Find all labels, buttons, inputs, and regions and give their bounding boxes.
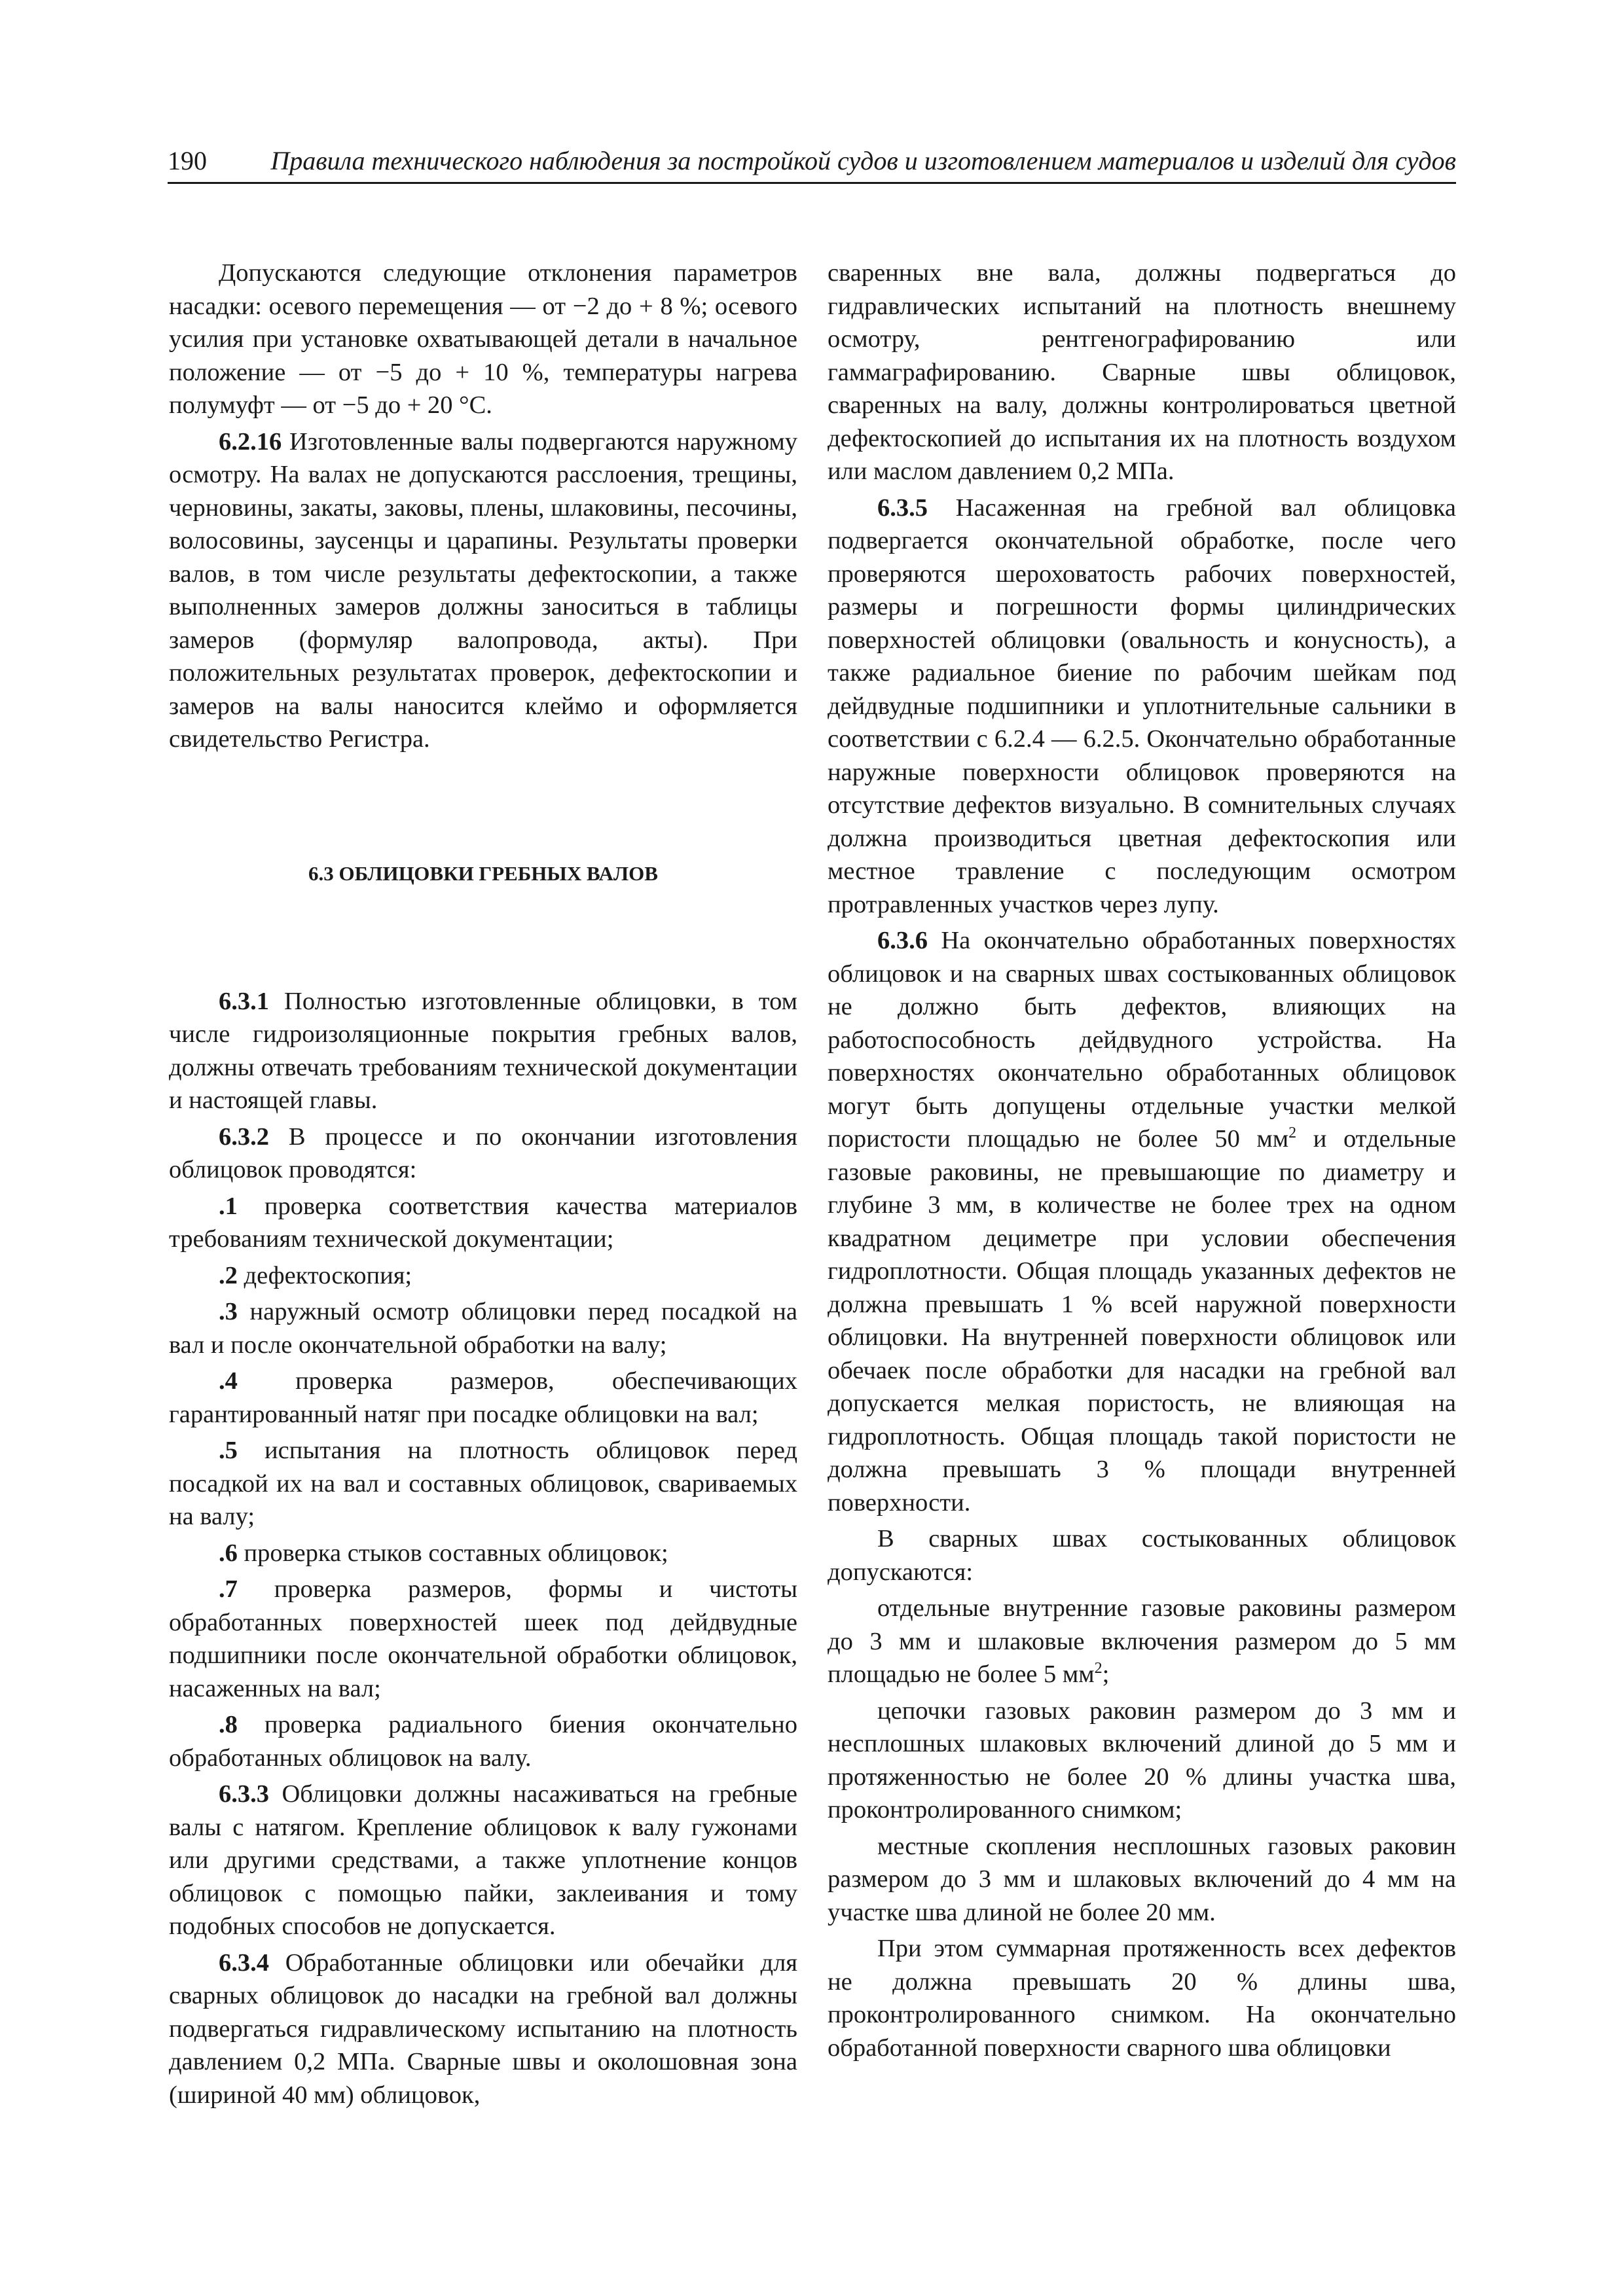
list-item: [169, 1573, 797, 1705]
clause-text: Обработанные облицовки или обечайки для сварных облицовок до насадки на гребной вал должны подвергаться гидравлическому испытанию на плотность давлением 0,2 МПа. Сварные швы и околошовная зона (шириной 40 мм) облицовок,: [169, 1948, 797, 2109]
paragraph-6-3-1: [169, 985, 797, 1117]
list-item-number: .4: [219, 1367, 238, 1395]
list-item-number: .8: [219, 1711, 238, 1738]
clause-text: На окончательно обработанных поверхностях облицовок и на сварных швах состыкованных облицовок не должно быть дефектов, влияющих на работоспособность дейдвудного устройства. На поверхностях окончательно обработанных облицовок могут быть допущены отдельные участки мелкой пористости площадью не более 50 мм: [828, 927, 1456, 1153]
clause-number: 6.3.2: [219, 1122, 269, 1151]
paragraph-6-3-4: [169, 1946, 797, 2112]
list-item-number: .1: [219, 1192, 238, 1220]
weld-defect-item: [828, 1592, 1456, 1691]
weld-defect-text: отдельные внутренние газовые раковины размером до 3 мм и шлаковые включения размером до 5 мм площадью не более 5 мм: [828, 1594, 1456, 1688]
list-item-number: .7: [219, 1575, 238, 1603]
list-item-number: .3: [219, 1298, 238, 1325]
clause-text: Облицовки должны насаживаться на гребные валы с натягом. Крепление облицовок к валу гужонами или другими средствами, а также уплотнение концов облицовок с помощью пайки, заклеивания и тому подобных способов не допускается.: [169, 1780, 797, 1940]
page-number: 190: [168, 146, 207, 175]
list-item-text: проверка соответствия качества материалов требованиям технической документации;: [169, 1192, 797, 1253]
clause-number: 6.2.16: [219, 427, 282, 456]
clause-number: 6.3.3: [219, 1780, 269, 1808]
list-item: [169, 1708, 797, 1774]
weld-defect-text: ;: [1102, 1660, 1110, 1688]
list-item-number: .6: [219, 1539, 238, 1567]
list-item-text: проверка радиального биения окончательно обработанных облицовок на валу.: [169, 1711, 797, 1772]
list-item-text: проверка размеров, обеспечивающих гарантированный натяг при посадке облицовки на вал;: [169, 1367, 797, 1428]
list-item: [169, 1537, 797, 1570]
list-item: [169, 1190, 797, 1256]
clause-text: Изготовленные валы подвергаются наружному осмотру. На валах не допускаются расслоения, трещины, черновины, закаты, заковы, плены, шлаковины, песочины, волосовины, заусенцы и царапины. Результаты проверки валов, в том числе результаты дефектоскопии, а также выполненных замеров должны заноситься в таблицы замеров (формуляр валопровода, акты). При положительных результатах проверок, дефектоскопии и замеров на валы наносится клеймо и оформляется свидетельство Регистра.: [169, 427, 797, 753]
list-item-text: испытания на плотность облицовок перед посадкой их на вал и составных облицовок, свариваемых на валу;: [169, 1437, 797, 1530]
list-item: [169, 1365, 797, 1431]
clause-text: В процессе и по окончании изготовления облицовок проводятся:: [169, 1122, 797, 1183]
list-item-text: проверка стыков составных облицовок;: [237, 1539, 668, 1567]
section-heading: 6.3 ОБЛИЦОВКИ ГРЕБНЫХ ВАЛОВ: [308, 861, 658, 885]
clause-text: Полностью изготовленные облицовки, в том числе гидроизоляционные покрытия гребных валов, должны отвечать требованиям технической документации и настоящей главы.: [169, 987, 797, 1114]
weld-defect-item: цепочки газовых раковин размером до 3 мм и несплошных шлаковых включений длиной до 5 мм и протяженностью не более 20 % длины участка шва, проконтролированного снимком;: [828, 1696, 1456, 1823]
clause-number: 6.3.6: [877, 927, 928, 954]
right-column: [828, 257, 1456, 2064]
paragraph-welds-intro: В сварных швах состыкованных облицовок допускаются:: [828, 1525, 1456, 1586]
running-title: Правила технического наблюдения за постройкой судов и изготовлением материалов и изделий для судов: [270, 146, 1456, 175]
clause-text: Насаженная на гребной вал облицовка подвергается окончательной обработке, после чего проверяются шероховатость рабочих поверхностей, размеры и погрешности формы цилиндрических поверхностей облицовки (овальность и конусность), а также радиальное биение по рабочим шейкам под дейдвудные подшипники и уплотнительные сальники в соответствии с 6.2.4 — 6.2.5. Окончательно обработанные наружные поверхности облицовок проверяются на отсутствие дефектов визуально. В сомнительных случаях должна производиться цветная дефектоскопия или местное травление с последующим осмотром протравленных участков через лупу.: [828, 493, 1456, 918]
list-item-number: .5: [219, 1437, 238, 1464]
list-item: [169, 1259, 797, 1293]
weld-defect-item: местные скопления несплошных газовых раковин размером до 3 мм и шлаковых включений до 4 мм на участке шва длиной не более 20 мм.: [828, 1832, 1456, 1926]
paragraph-tolerances: Допускаются следующие отклонения параметров насадки: осевого перемещения — от −2 до + 8 %; осевого усилия при установке охватывающей детали в начальное положение — от −5 до + 10 %, температуры нагрева полумуфт — от −5 до + 20 °С.: [169, 259, 797, 419]
clause-text: и отдельные газовые раковины, не превышающие по диаметру и глубине 3 мм, в количестве не более трех на одном квадратном дециметре при условии обеспечения гидроплотности. Общая площадь указанных дефектов не должна превышать 1 % всей наружной поверхности облицовки. На внутренней поверхности облицовок или обечаек после обработки для насадки на гребной вал допускается мелкая пористость, не влияющая на гидроплотность. Общая площадь такой пористости не должна превышать 3 % площади внутренней поверхности.: [828, 1125, 1457, 1516]
paragraph-6-3-2: [169, 1121, 797, 1187]
list-item-number: .2: [219, 1261, 238, 1289]
paragraph-6-3-5: [828, 492, 1456, 922]
list-item: [169, 1295, 797, 1361]
clause-number: 6.3.5: [877, 493, 928, 522]
running-header: [168, 141, 1456, 184]
superscript: 2: [1288, 1124, 1297, 1142]
clause-number: 6.3.1: [219, 987, 269, 1015]
list-item: [169, 1434, 797, 1534]
superscript: 2: [1094, 1660, 1103, 1677]
paragraph-6-2-16: [169, 425, 797, 756]
list-item-text: дефектоскопия;: [237, 1261, 412, 1289]
list-item-text: наружный осмотр облицовки перед посадкой на вал и после окончательной обработки на валу;: [169, 1298, 797, 1359]
clause-number: 6.3.4: [219, 1948, 269, 1977]
paragraph-6-3-3: [169, 1778, 797, 1943]
left-column: [169, 257, 797, 2111]
paragraph-6-3-4-continued: сваренных вне вала, должны подвергаться до гидравлических испытаний на плотность внешнему осмотру, рентгенографированию или гаммаграфированию. Сварные швы облицовок, сваренных на валу, должны контролироваться цветной дефектоскопией до испытания их на плотность воздухом или маслом давлением 0,2 МПа.: [828, 259, 1456, 485]
paragraph-6-3-6: [828, 924, 1456, 1519]
paragraph-final: При этом суммарная протяженность всех дефектов не должна превышать 20 % длины шва, проконтролированного снимком. На окончательно обработанной поверхности сварного шва облицовки: [828, 1935, 1456, 2062]
list-item-text: проверка размеров, формы и чистоты обработанных поверхностей шеек под дейдвудные подшипники после окончательной обработки облицовок, насаженных на вал;: [169, 1575, 797, 1702]
